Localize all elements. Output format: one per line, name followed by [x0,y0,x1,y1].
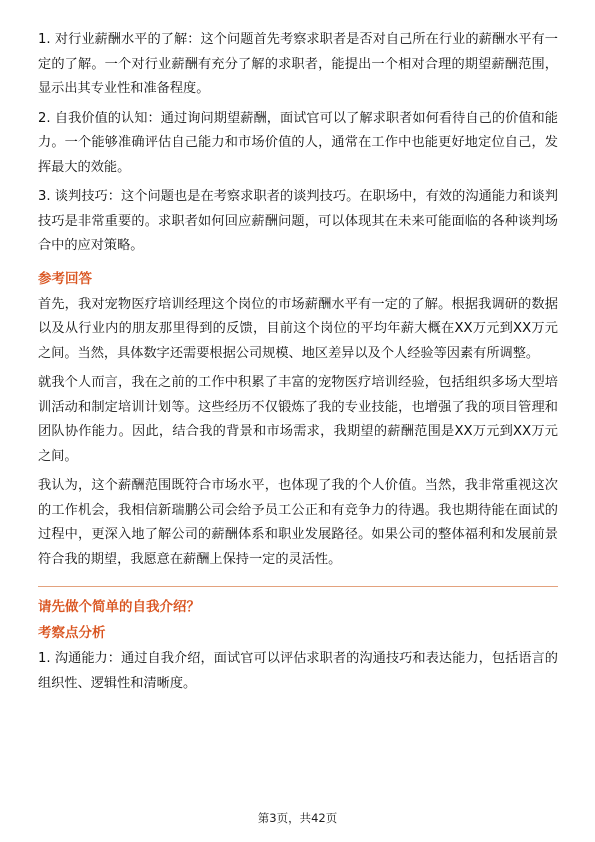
analysis-heading: 考察点分析 [38,625,106,641]
section-divider [38,586,558,587]
page-footer: 第3页，共42页 [257,811,338,825]
analysis-section [38,28,558,259]
reference-answer-section [38,293,558,573]
paragraph: 2. 自我价值的认知：通过询问期望薪酬，面试官可以了解求职者如何看待自己的价值和能力。一个能够准确评估自己能力和市场价值的人，通常在工作中也能更好地定位自己，发挥最大的效能。 [38,110,558,175]
paragraph: 1. 对行业薪酬水平的了解：这个问题首先考察求职者是否对自己所在行业的薪酬水平有一定的了解。一个对行业薪酬有充分了解的求职者，能提出一个相对合理的期望薪酬范围，显示出其专业性和准备程度。 [38,32,558,96]
paragraph: 3. 谈判技巧：这个问题也是在考察求职者的谈判技巧。在职场中，有效的沟通能力和谈判技巧是非常重要的。求职者如何回应薪酬问题，可以体现其在未来可能面临的各种谈判场合中的应对策略。 [38,189,558,253]
question-analysis-section [38,647,558,696]
paragraph: 就我个人而言，我在之前的工作中积累了丰富的宠物医疗培训经验，包括组织多场大型培训活动和制定培训计划等。这些经历不仅锻炼了我的专业技能，也增强了我的项目管理和团队协作能力。因此，结合我的背景和市场需求，我期望的薪酬范围是XX万元到XX万元之间。 [38,375,558,464]
paragraph: 1. 沟通能力：通过自我介绍，面试官可以评估求职者的沟通技巧和表达能力，包括语言的组织性、逻辑性和清晰度。 [38,651,558,691]
reference-answer-heading: 参考回答 [38,270,92,287]
paragraph: 首先，我对宠物医疗培训经理这个岗位的市场薪酬水平有一定的了解。根据我调研的数据以及从行业内的朋友那里得到的反馈，目前这个岗位的平均年薪大概在XX万元到XX万元之间。当然，具体数字还需要根据公司规模、地区差异以及个人经验等因素有所调整。 [38,296,558,361]
paragraph: 我认为，这个薪酬范围既符合市场水平，也体现了我的个人价值。当然，我非常重视这次的工作机会，我相信新瑞鹏公司会给予员工公正和有竞争力的待遇。我也期待能在面试的过程中，更深入地了解公司的薪酬体系和职业发展路径。如果公司的整体福利和发展前景符合我的期望，我愿意在薪酬上保持一定的灵活性。 [38,478,558,567]
question-title: 请先做个简单的自我介绍？ [38,599,200,615]
document-page [38,28,558,696]
